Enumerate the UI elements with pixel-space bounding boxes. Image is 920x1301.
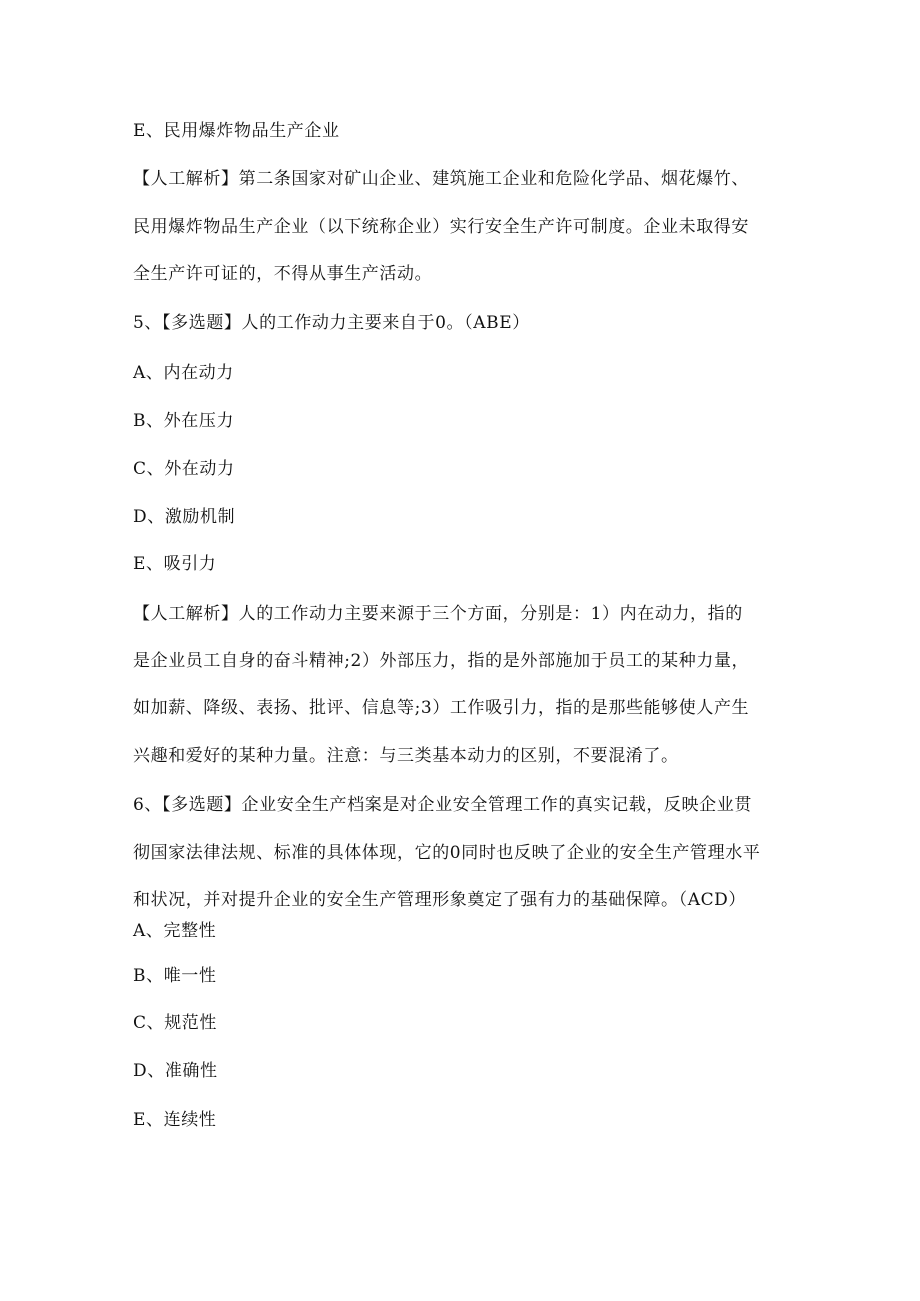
q6-stem-line-2: 彻国家法律法规、标准的具体体现，它的0同时也反映了企业的安全生产管理水平: [133, 843, 761, 863]
q6-option-d: D、准确性: [133, 1061, 218, 1081]
q5-option-e: E、吸引力: [133, 554, 217, 574]
q6-option-a: A、完整性: [133, 921, 217, 941]
q5-option-c: C、外在动力: [133, 459, 235, 479]
q6-option-b: B、唯一性: [133, 966, 217, 986]
q6-stem-line-3: 和状况，并对提升企业的安全生产管理形象奠定了强有力的基础保障。（ACD）: [133, 890, 747, 910]
q6-stem-line-1: 6、【多选题】企业安全生产档案是对企业安全管理工作的真实记载，反映企业贯: [133, 795, 752, 815]
q5-option-b: B、外在压力: [133, 411, 235, 431]
q4-analysis-line-2: 民用爆炸物品生产企业（以下统称企业）实行安全生产许可制度。企业未取得安: [133, 217, 749, 237]
q6-option-e: E、连续性: [133, 1110, 217, 1130]
q4-analysis-line-1: 【人工解析】第二条国家对矿山企业、建筑施工企业和危险化学品、烟花爆竹、: [133, 169, 749, 189]
q5-analysis-line-3: 如加薪、降级、表扬、批评、信息等;3）工作吸引力，指的是那些能够使人产生: [133, 698, 750, 718]
q5-stem: 5、【多选题】人的工作动力主要来自于0。（ABE）: [133, 313, 530, 333]
q5-analysis-line-4: 兴趣和爱好的某种力量。注意：与三类基本动力的区别，不要混淆了。: [133, 746, 679, 766]
q4-option-e: E、民用爆炸物品生产企业: [133, 121, 340, 141]
q5-option-d: D、激励机制: [133, 507, 236, 527]
q5-analysis-line-2: 是企业员工自身的奋斗精神;2）外部压力，指的是外部施加于员工的某种力量，: [133, 651, 750, 671]
q4-analysis-line-3: 全生产许可证的，不得从事生产活动。: [133, 264, 433, 284]
q5-option-a: A、内在动力: [133, 363, 234, 383]
q5-analysis-line-1: 【人工解析】人的工作动力主要来源于三个方面，分别是：1）内在动力，指的: [133, 604, 743, 624]
q6-option-c: C、规范性: [133, 1013, 218, 1033]
